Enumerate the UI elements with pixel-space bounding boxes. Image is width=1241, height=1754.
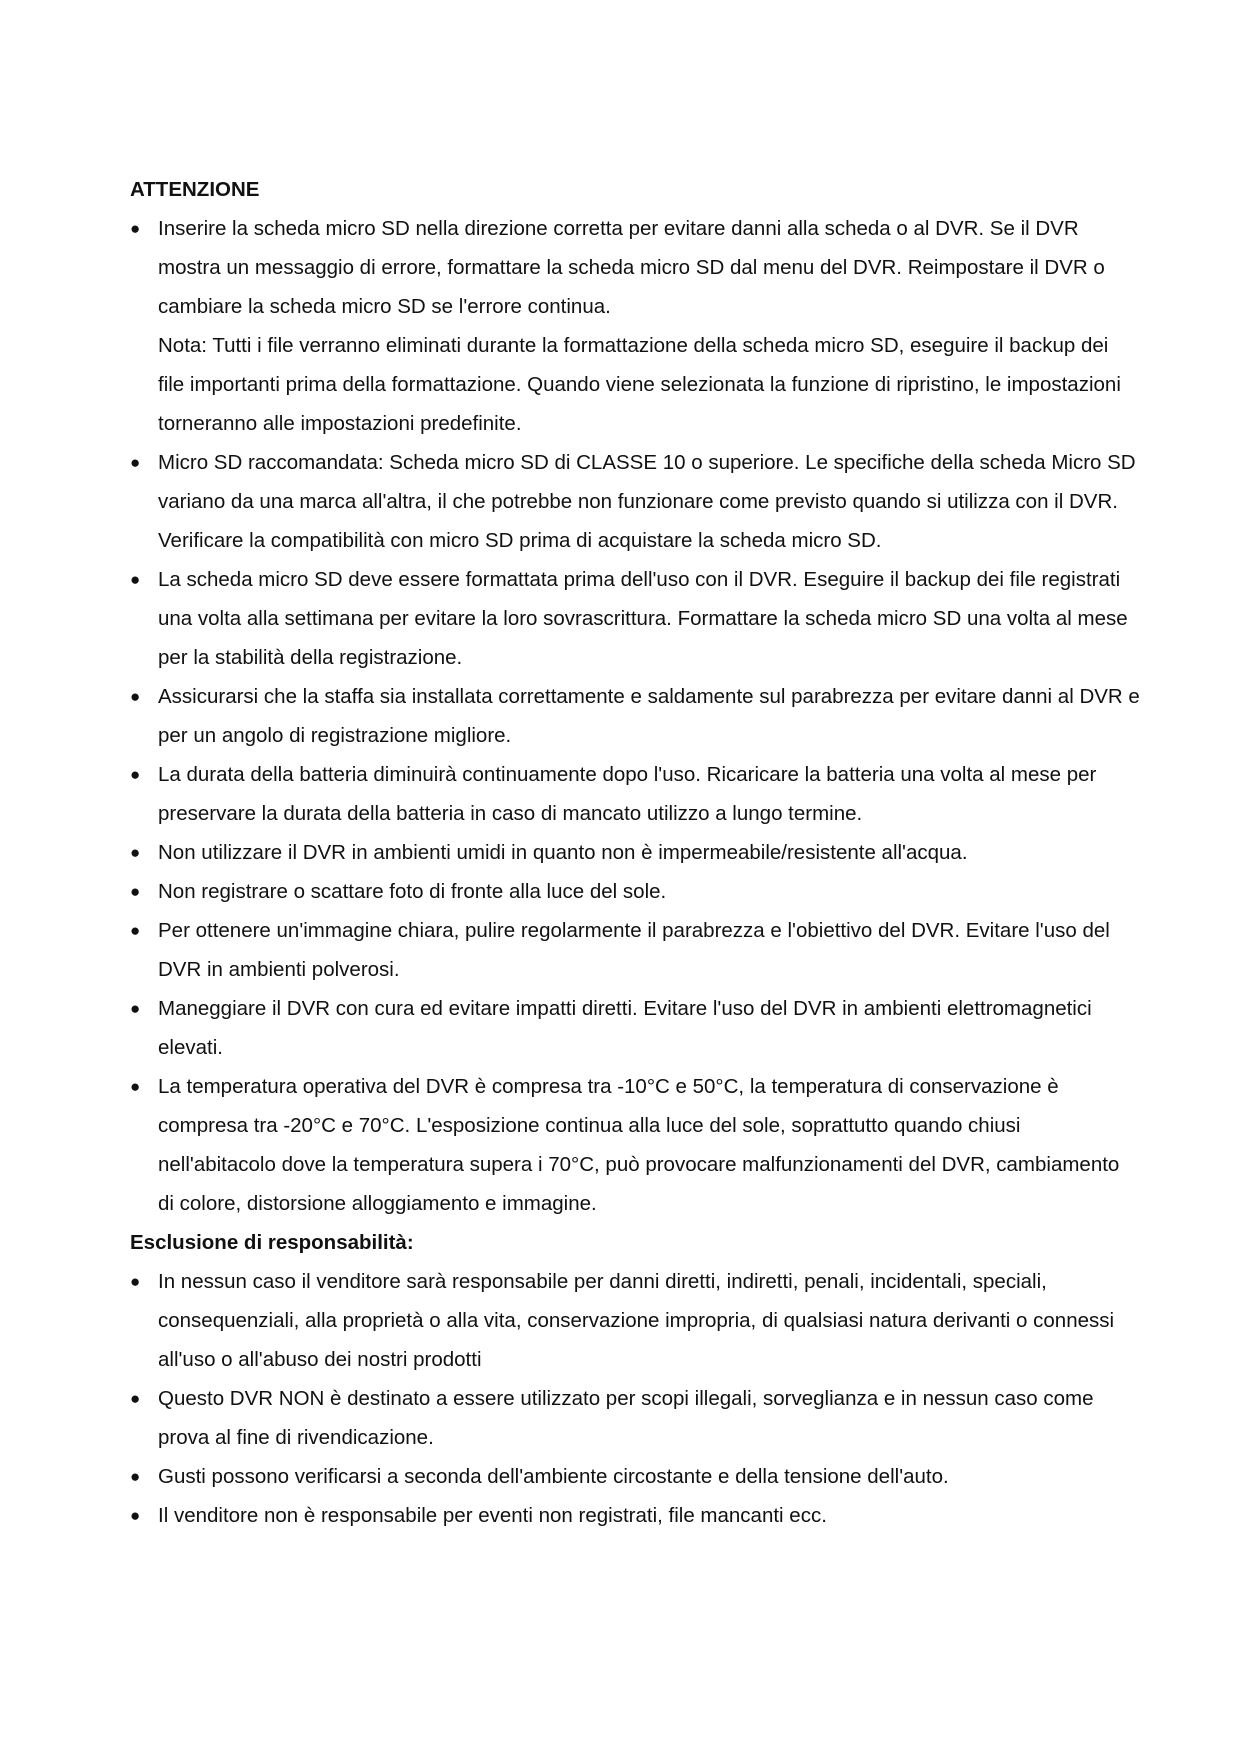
list-item-text: La temperatura operativa del DVR è compresa tra -10°C e 50°C, la temperatura di conservazione è compresa tra -20°C e 70°C. L'esposizione continua alla luce del sole, soprattutto quando chiusi nell'abitacolo dove la temperatura supera i 70°C, può provocare malfunzionamenti del DVR, cambiamento di colore, distorsione alloggiamento e immagine.: [158, 1075, 1120, 1215]
list-item: [130, 1496, 1140, 1535]
list-item-text: La durata della batteria diminuirà continuamente dopo l'uso. Ricaricare la batteria una volta al mese per preservare la durata della batteria in caso di mancato utilizzo a lungo termine.: [158, 763, 1097, 825]
list-item-text: Assicurarsi che la staffa sia installata correttamente e saldamente sul parabrezza per evitare danni al DVR e per un angolo di registrazione migliore.: [158, 685, 1140, 747]
list-item-text: Maneggiare il DVR con cura ed evitare impatti diretti. Evitare l'uso del DVR in ambienti elettromagnetici elevati.: [158, 997, 1092, 1059]
bullet-icon: ●: [130, 1467, 141, 1486]
list-item-text: Il venditore non è responsabile per eventi non registrati, file mancanti ecc.: [158, 1504, 827, 1527]
list-item: [130, 833, 1140, 872]
list-item-text: Nota: Tutti i file verranno eliminati durante la formattazione della scheda micro SD, eseguire il backup dei file importanti prima della formattazione. Quando viene selezionata la funzione di ripristino, le impostazioni torneranno alle impostazioni predefinite.: [158, 334, 1121, 435]
list-item: [130, 911, 1140, 989]
list-item: [130, 677, 1140, 755]
list-item-text: Questo DVR NON è destinato a essere utilizzato per scopi illegali, sorveglianza e in nessun caso come prova al fine di rivendicazione.: [158, 1387, 1094, 1449]
bullet-icon: ●: [130, 1506, 141, 1525]
list-item: [130, 1067, 1140, 1223]
section-heading-attenzione: ATTENZIONE: [130, 178, 260, 201]
bullet-icon: ●: [130, 570, 141, 589]
section-heading-disclaimer: Esclusione di responsabilità:: [130, 1231, 414, 1254]
bullet-icon: ●: [130, 999, 141, 1018]
list-item: [130, 209, 1140, 443]
disclaimer-list: [130, 1262, 1140, 1535]
bullet-icon: ●: [130, 843, 141, 862]
list-item: [130, 872, 1140, 911]
list-item: [130, 1262, 1140, 1379]
list-item: [130, 1457, 1140, 1496]
list-item-text: Micro SD raccomandata: Scheda micro SD di CLASSE 10 o superiore. Le specifiche della scheda Micro SD variano da una marca all'altra, il che potrebbe non funzionare come previsto quando si utilizza con il DVR. Verificare la compatibilità con micro SD prima di acquistare la scheda micro SD.: [158, 451, 1136, 552]
bullet-icon: ●: [130, 1272, 141, 1291]
list-item-text: Non registrare o scattare foto di fronte alla luce del sole.: [158, 880, 667, 903]
list-item: [130, 989, 1140, 1067]
list-item-text: In nessun caso il venditore sarà responsabile per danni diretti, indiretti, penali, incidentali, speciali, consequenziali, alla proprietà o alla vita, conservazione impropria, di qualsiasi natura derivanti o connessi all'uso o all'abuso dei nostri prodotti: [158, 1270, 1115, 1371]
list-item-text: Non utilizzare il DVR in ambienti umidi in quanto non è impermeabile/resistente all'acqua.: [158, 841, 968, 864]
list-item: [130, 1379, 1140, 1457]
bullet-icon: ●: [130, 765, 141, 784]
warning-list: [130, 209, 1140, 1223]
list-item-text: Gusti possono verificarsi a seconda dell'ambiente circostante e della tensione dell'auto.: [158, 1465, 949, 1488]
list-item-text: Inserire la scheda micro SD nella direzione corretta per evitare danni alla scheda o al DVR. Se il DVR mostra un messaggio di errore, formattare la scheda micro SD dal menu del DVR. Reimpostare il DVR o cambiare la scheda micro SD se l'errore continua.: [158, 217, 1105, 318]
bullet-icon: ●: [130, 882, 141, 901]
bullet-icon: ●: [130, 687, 141, 706]
bullet-icon: ●: [130, 453, 141, 472]
list-item: [130, 443, 1140, 560]
bullet-icon: ●: [130, 921, 141, 940]
bullet-icon: ●: [130, 1389, 141, 1408]
list-item: [130, 560, 1140, 677]
document-content: [130, 170, 1140, 1535]
list-item-text: La scheda micro SD deve essere formattata prima dell'uso con il DVR. Eseguire il backup dei file registrati una volta alla settimana per evitare la loro sovrascrittura. Formattare la scheda micro SD una volta al mese per la stabilità della registrazione.: [158, 568, 1128, 669]
list-item-text: Per ottenere un'immagine chiara, pulire regolarmente il parabrezza e l'obiettivo del DVR. Evitare l'uso del DVR in ambienti polverosi.: [158, 919, 1110, 981]
bullet-icon: ●: [130, 219, 141, 238]
bullet-icon: ●: [130, 1077, 141, 1096]
list-item: [130, 755, 1140, 833]
